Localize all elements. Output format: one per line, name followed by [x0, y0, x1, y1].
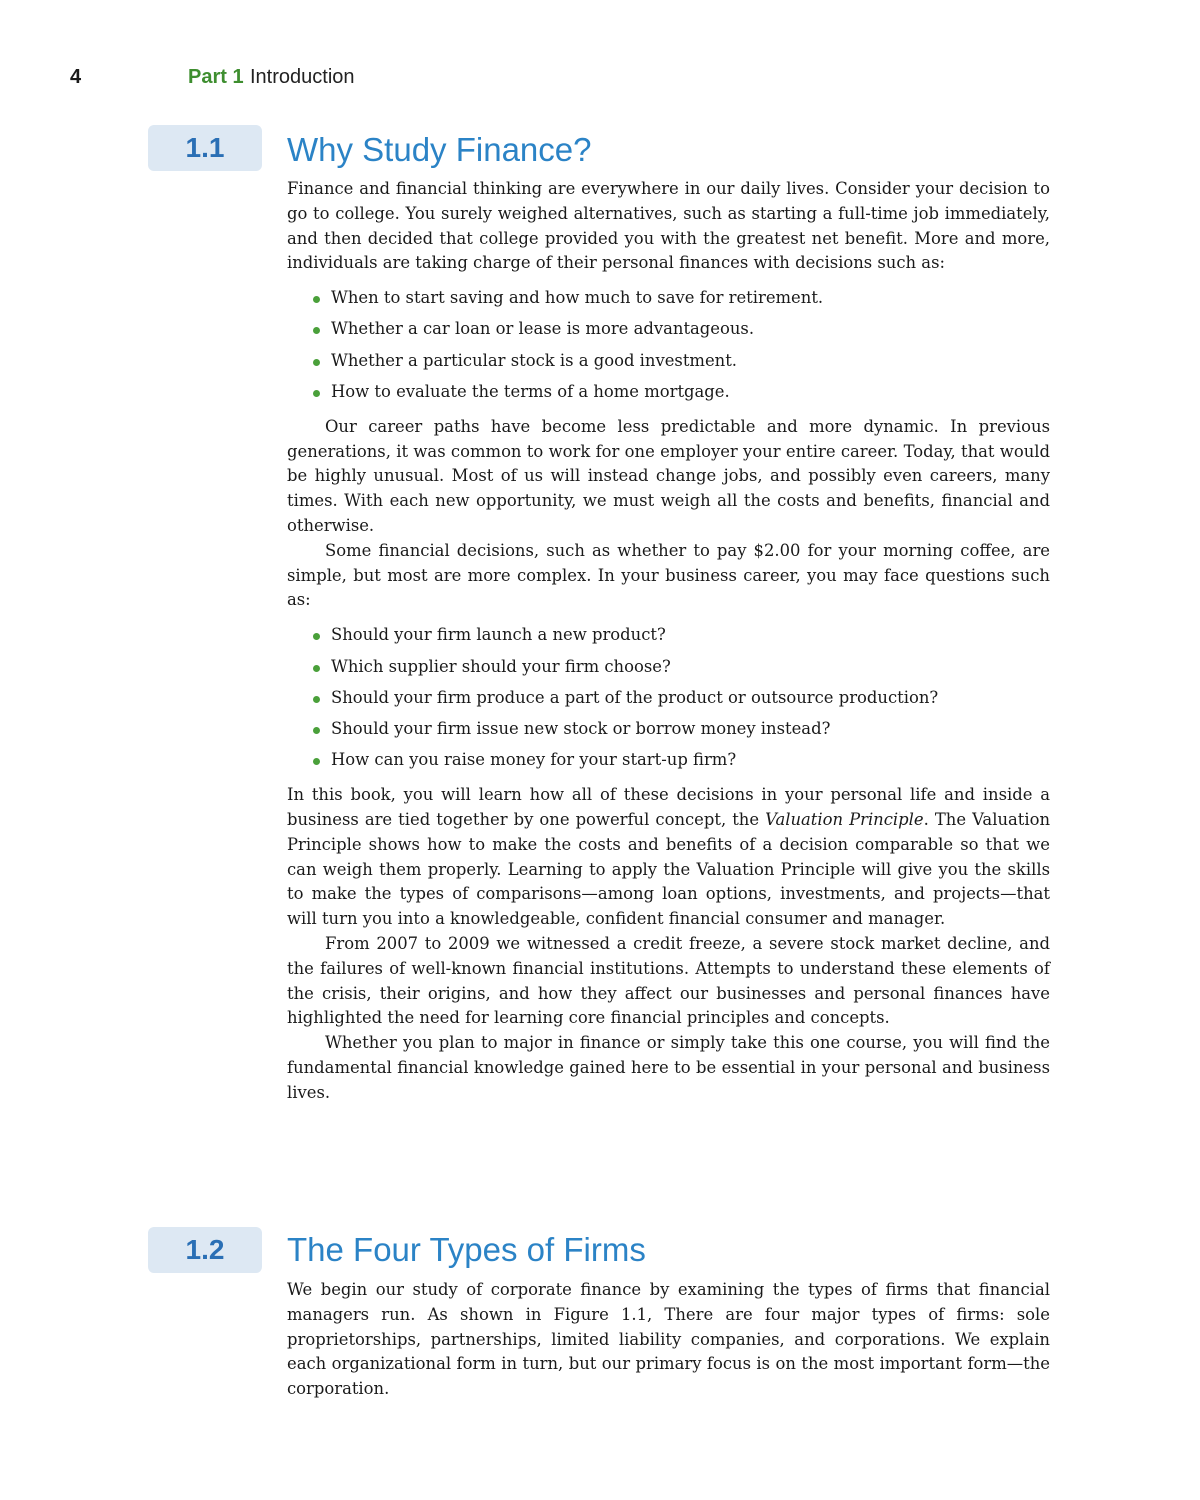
list-item-text: When to start saving and how much to save for retirement.: [331, 288, 824, 308]
paragraph: Whether you plan to major in finance or simply take this one course, you will find the fundamental financial knowledge gained here to be essential in your personal and business lives.: [287, 1033, 1050, 1102]
section-title: Why Study Finance?: [287, 131, 592, 168]
bullet-list: [311, 623, 1050, 773]
bullet-icon: [313, 633, 320, 640]
paragraph: From 2007 to 2009 we witnessed a credit freeze, a severe stock market decline, and the failures of well-known financial institutions. Attempts to understand these elements of the crisis, their origins, and how they affect our businesses and personal finances have highlighted the need for learning core financial principles and concepts.: [287, 934, 1050, 1028]
paragraph-text: In this book, you will learn how all of these decisions in your personal life and inside a business are tied together by one powerful concept, the: [287, 785, 1050, 830]
list-item: [311, 286, 1050, 311]
bullet-icon: [313, 727, 320, 734]
page-number: 4: [70, 66, 82, 88]
list-item-text: Whether a particular stock is a good investment.: [331, 350, 738, 370]
list-item: [311, 317, 1050, 342]
bullet-icon: [313, 327, 320, 334]
list-item-text: How can you raise money for your start-up firm?: [331, 750, 737, 770]
list-item-text: Should your firm issue new stock or borrow money instead?: [331, 719, 831, 739]
list-item: [311, 748, 1050, 773]
list-item-text: Should your firm launch a new product?: [331, 625, 666, 645]
paragraph: Our career paths have become less predictable and more dynamic. In previous generations, it was common to work for one employer your entire career. Today, that would be highly unusual. Most of us will instead change jobs, and possibly even careers, many times. With each new opportunity, we must weigh all the costs and benefits, financial and otherwise.: [287, 416, 1050, 536]
paragraph: We begin our study of corporate finance by examining the types of firms that financial managers run. As shown in Figure 1.1, There are four major types of firms: sole proprietorships, partnerships, limited liability companies, and corporations. We explain each organizational form in turn, but our primary focus is on the most important form—the corporation.: [287, 1280, 1050, 1399]
part-label: Part 1: [188, 66, 244, 88]
bullet-list: [311, 286, 1050, 405]
bullet-icon: [313, 359, 320, 366]
paragraph-text: . The Valuation Principle shows how to make the costs and benefits of a decision comparable so that we can weigh them properly. Learning to apply the Valuation Principle will give you the skills to make the types of comparisons—among loan options, investments, and projects—that will turn you into a knowledgeable, confident financial consumer and manager.: [287, 810, 1051, 929]
section-number-badge: 1.2: [148, 1227, 262, 1273]
part-title: Introduction: [250, 66, 355, 88]
list-item-text: Which supplier should your firm choose?: [331, 656, 671, 676]
list-item: [311, 686, 1050, 711]
paragraph: Finance and financial thinking are everywhere in our daily lives. Consider your decision to go to college. You surely weighed alternatives, such as starting a full-time job immediately, and then decided that college provided you with the greatest net benefit. More and more, individuals are taking charge of their personal finances with decisions such as:: [287, 179, 1050, 273]
bullet-icon: [313, 390, 320, 397]
paragraph: [287, 783, 1050, 932]
list-item-text: Whether a car loan or lease is more advantageous.: [331, 319, 755, 339]
bullet-icon: [313, 296, 320, 303]
section-title: The Four Types of Firms: [287, 1231, 646, 1268]
paragraph: Some financial decisions, such as whether to pay $2.00 for your morning coffee, are simple, but most are more complex. In your business career, you may face questions such as:: [287, 540, 1050, 610]
list-item: [311, 380, 1050, 405]
section-body: [287, 177, 1050, 1106]
list-item: [311, 655, 1050, 680]
section-body: [287, 1278, 1050, 1402]
key-term: Valuation Principle: [765, 810, 924, 830]
bullet-icon: [313, 665, 320, 672]
list-item-text: Should your firm produce a part of the product or outsource production?: [331, 687, 939, 707]
list-item: [311, 623, 1050, 648]
bullet-icon: [313, 696, 320, 703]
list-item: [311, 717, 1050, 742]
list-item: [311, 349, 1050, 374]
section-number-badge: 1.1: [148, 125, 262, 171]
bullet-icon: [313, 758, 320, 765]
list-item-text: How to evaluate the terms of a home mortgage.: [331, 382, 730, 402]
running-head: [70, 66, 670, 92]
